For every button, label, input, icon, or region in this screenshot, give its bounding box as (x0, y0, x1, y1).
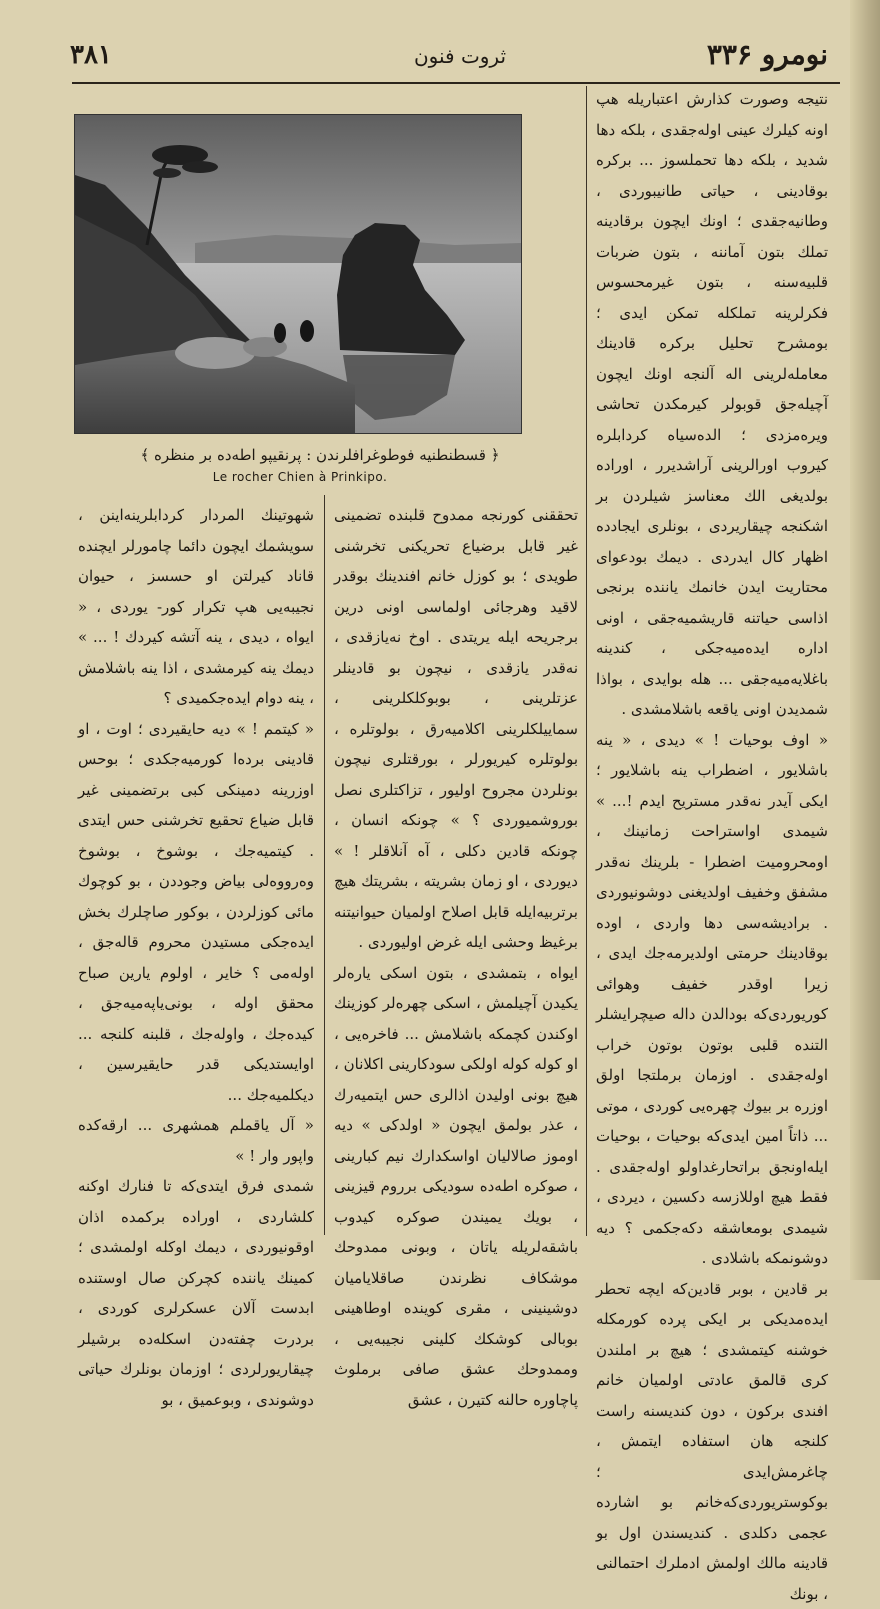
page-header (70, 30, 840, 80)
paragraph: « کیتمم ! » دیه حایقیردی ؛ اوت ، او قادینی برده‌ا کورمیه‌جکدی ؛ بوحس اوزرینه دمینکی کبی برتضمینی غیر قابل ضیاع تحقیع تخرشنی حس ایتدی . کیتمیه‌جك ، بوشوخ ، بوشوخ وه‌رووه‌لی بیاض وجوددن ، بو کوچوك مائی کوزلردن ، بوکور صاچلرك بخش ایده‌جکی مستیدن محروم قاله‌جق ، اوله‌می ؟ خایر ، اولوم یارین صباح محقق اوله ، بونی‌یاپه‌میه‌جق ، کیده‌جك ، واوله‌جك ، قلبنه کلنجه ... اوایستدیکی قدر حایقیرسین ، دیکلمیه‌جك ... (78, 714, 314, 1111)
figure-caption-ottoman: ﴿ قسطنطنیه فوطوغرافلرندن : پرنقیپو اطه‌ده بر منظره ﴾ (100, 446, 540, 464)
text-column-right (596, 84, 828, 1609)
paragraph: بر قادین ، بوبر قادین‌که ایچه تحطر ایده‌مدیکی بر ایکی پرده کورمکله خوشنه کیتمشدی ؛ هیچ بر املندن کری قالمق عادتی اولمیان خانم افندی برکون ، دون کندیسنه راست کلنجه هان استفاده ایتمش ، چاغرمش‌ایدی ؛ بوکوستریوردی‌که‌خانم بو اشارده عجمی دکلدی . کندیسندن اول بو قادینه مالك اولمش ادملرك احتمالنی ، بونك (596, 1274, 828, 1609)
page-number: ۳۸۱ (70, 40, 112, 70)
figure-caption-french: Le rocher Chien à Prinkipo. (160, 470, 440, 484)
journal-title: ثروت فنون (400, 44, 520, 68)
paragraph: تحققنی کورنجه ممدوح قلبنده تضمینی غیر قابل برضیاع تحریکنی تخرشنی طویدی ؛ بو کوزل خانم افندینك بوقدر لاقید وهرجائی اولماسی اونی درین برجریحه ایله یریتدی . اوخ نه‌یازقدی ، نه‌قدر یازقدی ، نیچون بو قادینلر عزتلرینی ، بوبوکلکلرینی ، سماییلکلرینی اکلامیه‌رق ، بولوتلره ، بولوتلره کیریورلر ، بورقتلری نیچون بونلردن مجروح اولیور ، تزاکتلری نصل بوروشمیوردی ؟ » چونکه انسان ، چونکه قادین دکلی ، آه آنلاقلر ! » دیوردی ، او زمان بشریته ، بشریتك هیچ برتربیه‌ایله قابل اصلاح اولمیان حیوانیتنه برغیظ وحشی ایله غرض اولیوردی . (334, 500, 578, 958)
paragraph: « آل یاقملم همشهری ... ارقه‌کده واپور وار ! » (78, 1110, 314, 1171)
paragraph: ایواه ، بتمشدی ، بتون اسکی یاره‌لر یکیدن آچیلمش ، اسکی چهره‌لر کوزینك اوکندن کچمکه باشلامش ... فاخره‌یی ، او کوله کوله اولکی سودکارینی اکلانان ، هیچ بونی اولیدن اذالری حس ایتمیه‌رك ، عذر بولمق ایچون « اولدکی » دیه اوموز صالالیان اواسکدارك نیم کبارینی ، صوکره اطه‌ده سودیکی برروم قیزینی ، بویك یمیندن صوکره کیدوب باشقه‌لریله یاتان ، وبونی ممدوحك موشکاف نظرندن صاقلایامیان دوشینینی ، مقری کوینده اوطاهینی بوبالی کوشکك کلینی نجیبه‌یی ، وممدوحك عشق صافی برملوث پاچاوره حالنه کتیرن ، عشق (334, 958, 578, 1416)
paragraph: شهوتینك المردار کردابلرینه‌اینن ، سویشمك ایچون دائما چامورلر ایچنده قاناد کیرلتن او حسسز ، حیوان نجیبه‌یی هپ تکرار کور- یوردی ، « ایواه ، دیدی ، ینه آتشه کیردك ! ... » دیمك ینه کیرمشدی ، اذا ینه باشلامش ، ینه دوام ایده‌جکمیدی ؟ (78, 500, 314, 714)
column-rule-left (324, 495, 325, 1235)
paragraph: « اوف بوحیات ! » دیدی ، « ینه باشلایور ، اضطراب ینه باشلایور ؛ ایکی آیدر نه‌قدر مستریح ایدم !... » شیمدی اواستراحت زمانینك ، اومحرومیت اضطرا - بلرینك نه‌قدر مشفق وخفیف اولدیغنی دوشونیوردی . برادیشه‌سی دها واردی ، اوده بوقادینك حرمتی اولدیرمه‌جك ایدی ، زیرا اوقدر خفیف وهوائی کوریوردی‌که بودالدن داله صیچرایشلر التنده قلبی بوتون بوتون خراب اوله‌جقدی . اوزمان برملتجا اولق اوزره بر بیوك چهره‌یی کوردی ، موتی ... ذاتاً امین ایدی‌که بوحیات ، بوحیات ایله‌اونجق براتحارغداولو اوله‌جقدی . فقط هیچ اوللازسه دکسین ، دیردی ، شیمدی بومعاشقه دکه‌جکمی ؟ دیه دوشونمکه باشلادی . (596, 725, 828, 1274)
paragraph: شمدی فرق ایتدی‌که تا فنارك اوکنه کلشاردی ، اوراده برکمده اذان اوقونیوردی ، دیمك اوکله اولمشدی ؛ کمینك یاننده کچرکن صال اوستنده ابدست آلان عسکرلری کوردی ، بردرت چفته‌دن اسکله‌ده برشیلر چیقاریورلردی ؛ اوزمان بونلرك حیاتی دوشوندی ، وبوعمیق ، بو (78, 1171, 314, 1415)
landscape-photo (74, 114, 522, 434)
column-rule-right (586, 86, 587, 1236)
binding-gutter (850, 0, 880, 1280)
issue-number: نومرو ۳۳۶ (707, 38, 828, 71)
text-column-left (78, 500, 314, 1415)
paragraph: نتیجه وصورت کذارش اعتباریله هپ اونه کیلرك عینی اوله‌جقدی ، بلکه دها شدید ، بلکه دها تحملسوز ... برکره بوقادینی ، حیاتی طانیبوردی ، وطانیه‌جقدی ؛ اونك ایچون برقادینه تملك بتون آماننه ، بتون ضربات قلبیه‌سنه ، بتون غیرمحسوس فکرلرینه تملکله تمکن ایدی ؛ بومشرح تحلیل برکره قادینك معامله‌لرینی اله آلنجه اونك ایچون آچیله‌جق قوبولر کیرمکدن تحاشی ویره‌مزدی ؛ الده‌سیاه کردابلره کیروب اورالرینی آراشدیرر ، اوراده بولدیغی الك معناسز شیلردن بر اشکنجه چیقاریردی ، بونلری ایجادده اظهار کال ایدردی . دیمك بودعوای محتاریت ایدن خانمك یاننده برنجی اذاسی حیاتنه قاریشمیه‌جقی ، اونی اداره ایده‌میه‌جکی ، کندینه باغلایه‌میه‌جقی ... هله بوایدی ، بواذا شمدیدن اونی یاقعه باشلامشدی . (596, 84, 828, 725)
text-column-middle (334, 500, 578, 1415)
